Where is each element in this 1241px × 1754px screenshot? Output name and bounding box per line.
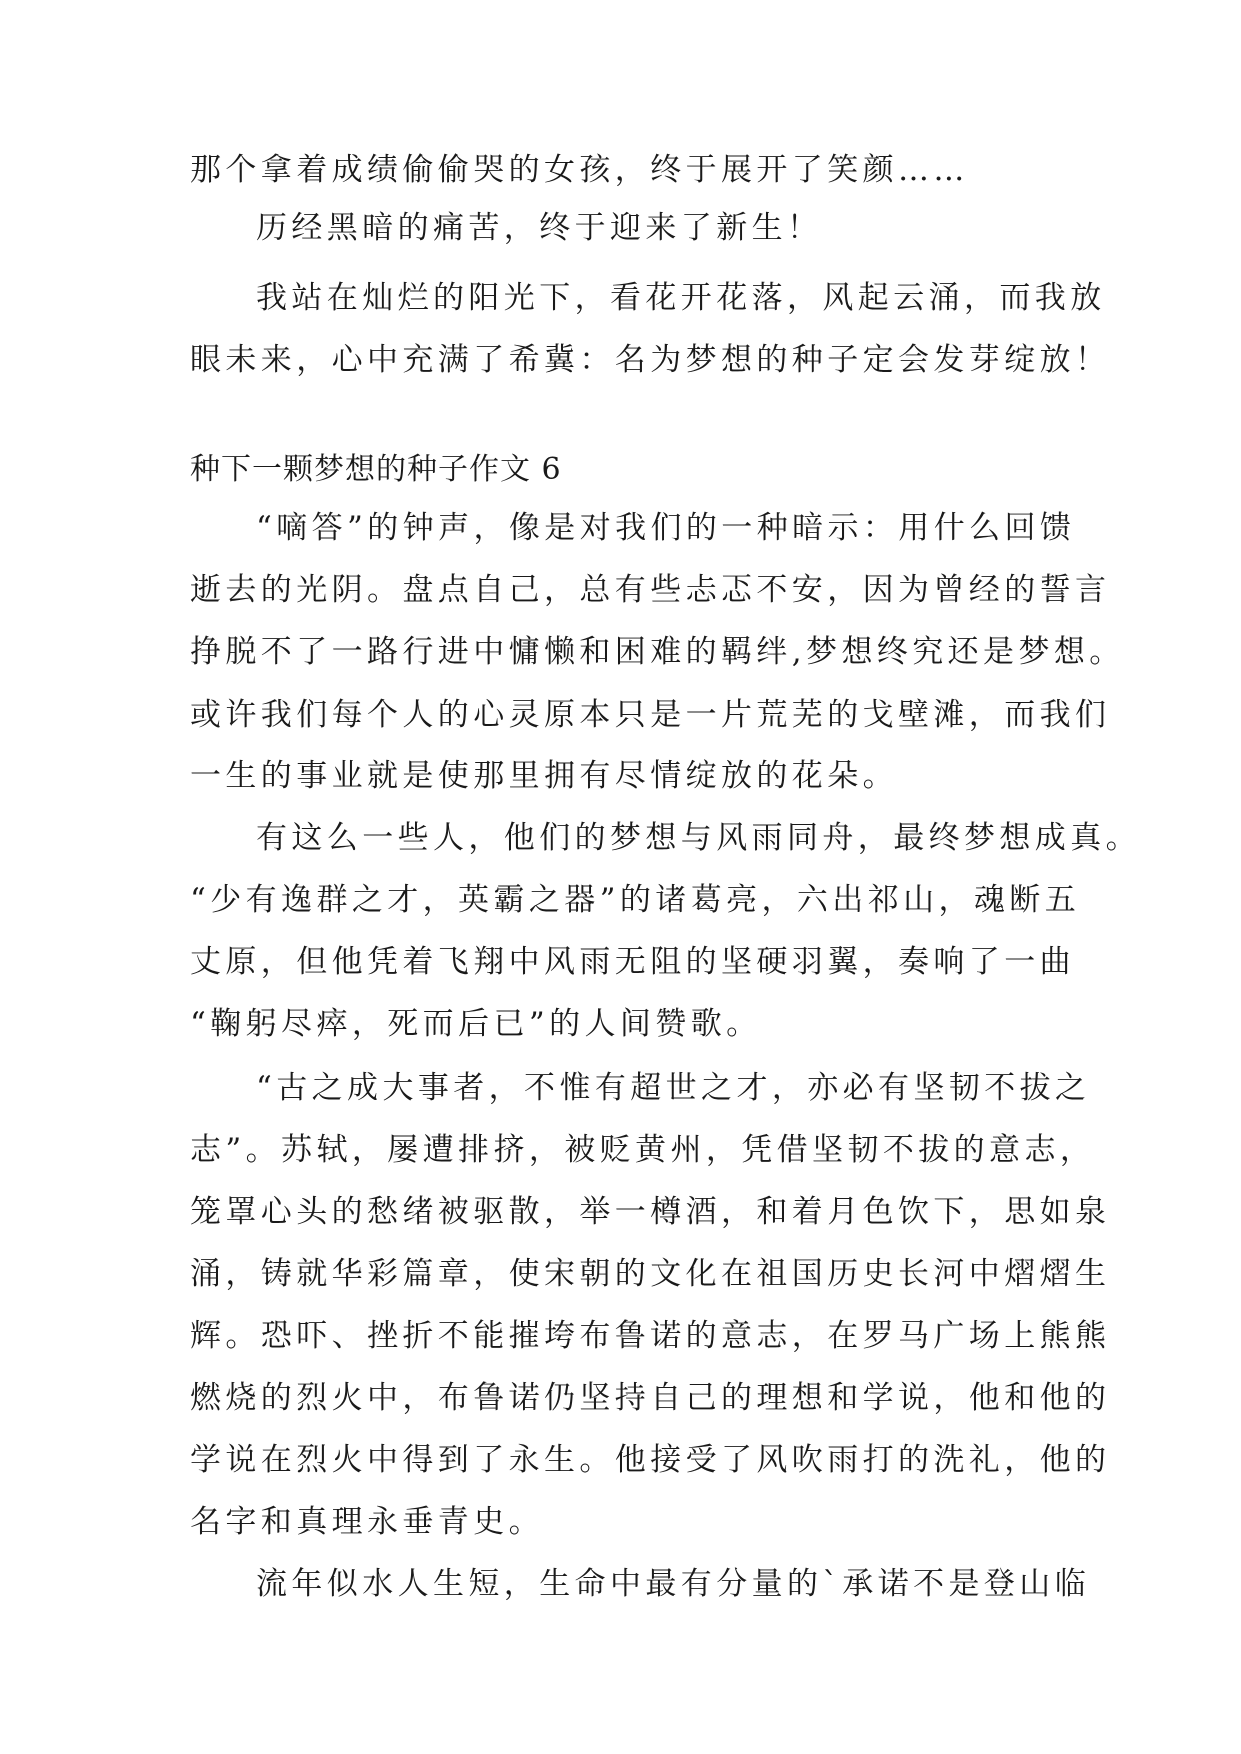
text-line: 志”。苏轼，屡遭排挤，被贬黄州，凭借坚韧不拔的意志， bbox=[190, 1132, 1096, 1168]
text-line: 涌，铸就华彩篇章，使宋朝的文化在祖国历史长河中熠熠生 bbox=[190, 1256, 1111, 1292]
text-line: 历经黑暗的痛苦，终于迎来了新生！ bbox=[256, 210, 823, 246]
text-line: 我站在灿烂的阳光下，看花开花落，风起云涌，而我放 bbox=[256, 280, 1106, 316]
text-line: 丈原，但他凭着飞翔中风雨无阻的坚硬羽翼，奏响了一曲 bbox=[190, 944, 1075, 980]
text-line: “古之成大事者，不惟有超世之才，亦必有坚韧不拔之 bbox=[256, 1070, 1091, 1106]
text-line: 眼未来，心中充满了希冀：名为梦想的种子定会发芽绽放！ bbox=[190, 342, 1111, 378]
text-line: 燃烧的烈火中，布鲁诺仍坚持自己的理想和学说，他和他的 bbox=[190, 1380, 1111, 1416]
section-heading: 种下一颗梦想的种子作文 6 bbox=[190, 452, 562, 487]
text-line: “鞠躬尽瘁，死而后已”的人间赞歌。 bbox=[190, 1006, 762, 1042]
text-line: 一生的事业就是使那里拥有尽情绽放的花朵。 bbox=[190, 758, 898, 794]
text-line: “嘀答”的钟声，像是对我们的一种暗示：用什么回馈 bbox=[256, 510, 1076, 546]
text-line: “少有逸群之才，英霸之器”的诸葛亮，六出祁山，魂断五 bbox=[190, 882, 1081, 918]
text-line: 名字和真理永垂青史。 bbox=[190, 1504, 544, 1540]
text-line: 那个拿着成绩偷偷哭的女孩，终于展开了笑颜…… bbox=[190, 152, 969, 188]
text-line: 挣脱不了一路行进中慵懒和困难的羁绊,梦想终究还是梦想。 bbox=[190, 634, 1125, 670]
text-line: 逝去的光阴。盘点自己，总有些忐忑不安，因为曾经的誓言 bbox=[190, 572, 1111, 608]
text-line: 有这么一些人，他们的梦想与风雨同舟，最终梦想成真。 bbox=[256, 820, 1141, 856]
text-line: 学说在烈火中得到了永生。他接受了风吹雨打的洗礼，他的 bbox=[190, 1442, 1111, 1478]
text-line: 笼罩心头的愁绪被驱散，举一樽酒，和着月色饮下，思如泉 bbox=[190, 1194, 1111, 1230]
text-line: 流年似水人生短，生命中最有分量的`承诺不是登山临 bbox=[256, 1566, 1091, 1602]
text-line: 或许我们每个人的心灵原本只是一片荒芜的戈壁滩，而我们 bbox=[190, 697, 1111, 733]
text-line: 辉。恐吓、挫折不能摧垮布鲁诺的意志，在罗马广场上熊熊 bbox=[190, 1318, 1111, 1354]
